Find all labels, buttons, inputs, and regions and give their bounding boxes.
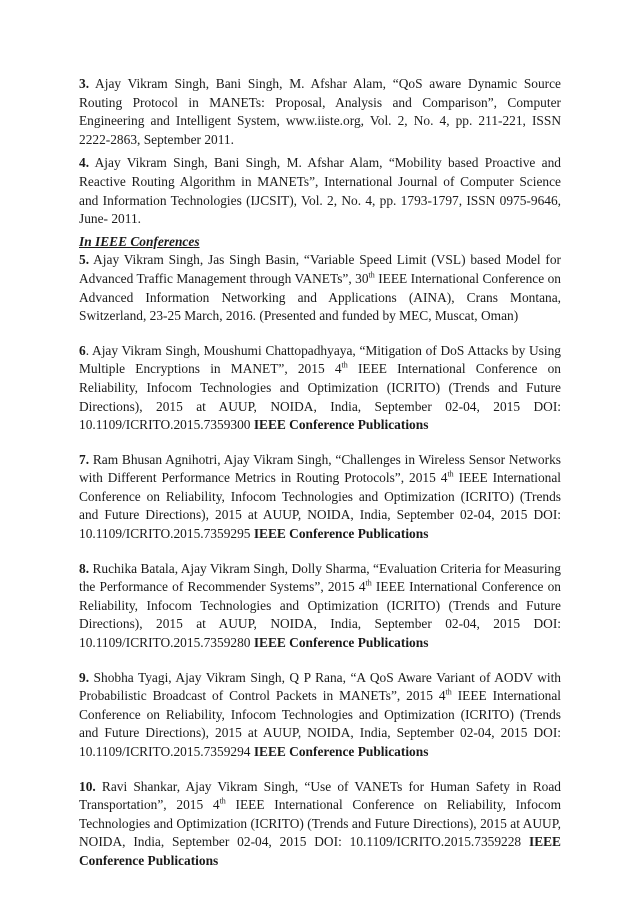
entry-number: 5. [79, 252, 90, 268]
entry-number: 9. [79, 669, 90, 685]
entry-number: 4. [79, 155, 90, 171]
entry-text-b: IEEE International Conference on Reliability, Infocom Technologies and Optimization (ICRITO) (Trends and Future Directions), 2015 at AUUP, NOIDA, India, September 02-04, 2015 DOI: 10.1109/ICRITO.2015.7359295 [79, 470, 561, 542]
publisher-label: IEEE Conference Publications [253, 526, 429, 542]
entry-text-a: Ravi Shankar, Ajay Vikram Singh, “Use of VANETs for Human Safety in Road Transportation”, 2015 4 [79, 778, 561, 813]
entry-text-a: Shobha Tyagi, Ajay Vikram Singh, Q P Rana, “A QoS Aware Variant of AODV with Probabilistic Broadcast of Control Packets in MANETs”, 2015 4 [79, 669, 561, 704]
entry-number: 10. [79, 778, 96, 794]
conference-entry-8 [79, 560, 561, 653]
entry-text-b: IEEE International Conference on Reliability, Infocom Technologies and Optimization (ICRITO) (Trends and Future Directions), 2015 at AUUP, NOIDA, India, September 02-04, 2015 DOI: 10.1109/ICRITO.2015.7359294 [79, 688, 562, 759]
conference-entry-10 [79, 778, 561, 871]
conference-entry-9 [79, 669, 561, 762]
conference-entry-6 [79, 342, 561, 435]
entry-number: 8. [79, 560, 90, 576]
entry-text-a: . Ajay Vikram Singh, Moushumi Chattopadhyaya, “Mitigation of DoS Attacks by Using Multiple Encryptions in MANET”, 2015 4 [79, 342, 561, 377]
entry-text-a: Ajay Vikram Singh, Jas Singh Basin, “Variable Speed Limit (VSL) based Model for Advanced Traffic Management through VANETs”, 30 [79, 252, 561, 286]
entry-number: 3. [79, 76, 90, 91]
entry-text-a: Ram Bhusan Agnihotri, Ajay Vikram Singh, “Challenges in Wireless Sensor Networks with Different Performance Metrics in Routing Protocols”, 2015 4 [79, 451, 561, 486]
entry-text-b: IEEE International Conference on Advanced Information Networking and Applications (AINA), Crans Montana, Switzerland, 23-25 March, 2016. (Presented and funded by MEC, Muscat, Oman) [79, 270, 561, 324]
publisher-label: IEEE Conference Publications [253, 744, 429, 759]
ordinal-suffix: th [219, 796, 226, 806]
entry-text-b: IEEE International Conference on Reliability, Infocom Technologies and Optimization (ICRITO) (Trends and Future Directions), 2015 at AUUP, NOIDA, India, September 02-04, 2015 DOI: 10.1109/ICRITO.2015.7359300 [79, 361, 561, 433]
conference-entry-7 [79, 451, 561, 544]
journal-entry-4 [79, 154, 561, 228]
document-page [79, 75, 561, 871]
entry-text-b: IEEE International Conference on Reliability, Infocom Technologies and Optimization (ICRITO) (Trends and Future Directions), 2015 at AUUP, NOIDA, India, September 02-04, 2015 DOI: 10.1109/ICRITO.2015.7359280 [79, 579, 561, 651]
entry-text-a: Ruchika Batala, Ajay Vikram Singh, Dolly Sharma, “Evaluation Criteria for Measuring the Performance of Recommender Systems”, 2015 4 [79, 560, 561, 595]
section-title: In IEEE Conferences [79, 233, 200, 249]
ordinal-suffix: th [368, 270, 375, 280]
publisher-label: IEEE Conference Publications [79, 834, 561, 868]
entry-number: 6 [79, 342, 86, 358]
journal-entry-3 [79, 75, 561, 149]
publisher-label: IEEE Conference Publications [253, 635, 429, 651]
entry-text-b: IEEE International Conference on Reliability, Infocom Technologies and Optimization (ICRITO) (Trends and Future Directions), 2015 at AUUP, NOIDA, India, September 02-04, 2015 DOI: 10.1109/ICRITO.2015.7359228 [79, 797, 562, 850]
entry-number: 7. [79, 451, 90, 467]
ordinal-suffix: th [341, 360, 348, 370]
ordinal-suffix: th [445, 687, 452, 697]
conference-entry-5 [79, 251, 561, 325]
publisher-label: IEEE Conference Publications [253, 417, 429, 433]
ordinal-suffix: th [447, 469, 454, 479]
ordinal-suffix: th [365, 578, 372, 588]
entry-text: Ajay Vikram Singh, Bani Singh, M. Afshar Alam, “Mobility based Proactive and Reactive Routing Algorithm in MANETs”, International Journal of Computer Science and Information Technologies (IJCSIT), Vol. 2, No. 4, pp. 1793-1797, ISSN 0975-9646, June- 2011. [79, 155, 561, 227]
entry-text: Ajay Vikram Singh, Bani Singh, M. Afshar Alam, “QoS aware Dynamic Source Routing Protocol in MANETs: Proposal, Analysis and Comparison”, Computer Engineering and Intelligent System, www.iiste.org, Vol. 2, No. 4, pp. 211-221, ISSN 2222-2863, September 2011. [79, 76, 561, 147]
